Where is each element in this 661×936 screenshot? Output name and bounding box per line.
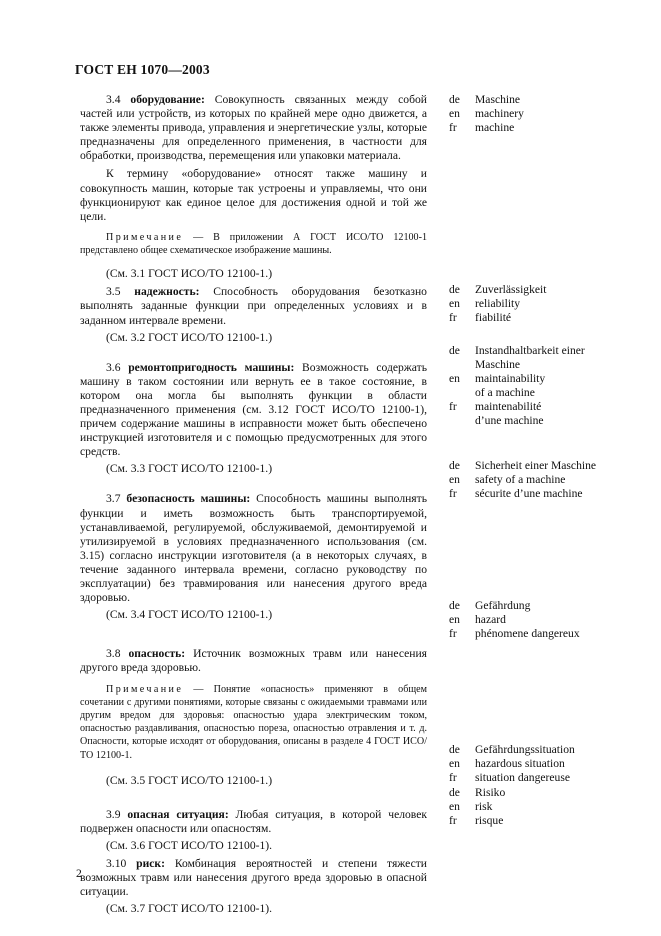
lang-code: de <box>449 283 460 296</box>
translation-en-continued: of a machine <box>475 386 535 400</box>
entry-3-8-note <box>80 683 427 762</box>
lang-code: de <box>449 743 460 756</box>
entry-number: 3.9 <box>106 807 121 821</box>
translation-fr: machine <box>475 121 515 135</box>
translation-de: Gefährdung <box>475 599 531 612</box>
entry-number: 3.7 <box>106 492 121 506</box>
translation-fr: risque <box>475 814 504 828</box>
entry-3-8-ref: (См. 3.5 ГОСТ ИСО/ТО 12100-1.) <box>106 773 273 787</box>
entry-3-10-ref: (См. 3.7 ГОСТ ИСО/ТО 12100-1). <box>106 902 273 916</box>
translation-de-continued: Maschine <box>475 358 521 372</box>
translations-3-10 <box>449 786 505 828</box>
lang-code: en <box>449 297 460 311</box>
entry-definition: Комбинация вероятностей и степени тяжести возможных травм или нанесения другого вреда здоровью в опасной ситуации. <box>80 857 427 899</box>
entry-3-6 <box>80 361 427 460</box>
note-text: — В приложении А ГОСТ ИСО/ТО 12100-1 представлено общее схематическое изображение машины. <box>80 231 427 257</box>
translation-de: Gefährdungssituation <box>475 743 575 756</box>
note-text: — Понятие «опасность» применяют в общем сочетании с другими понятиями, которые связаны с ожидаемыми травмами или другим вредом для здоровья: опасностью удара электрическим током, опасностью раздавливания, опасностью пореза, опасностью отравления и т. д. Опасности, которые исходят от оборудования, описаны в разделе 4 ГОСТ ИСО/ТО 12100-1. <box>80 683 427 761</box>
translation-fr-continued: d’une machine <box>475 414 544 428</box>
translation-de: Risiko <box>475 786 506 799</box>
entry-3-4-ref: (См. 3.1 ГОСТ ИСО/ТО 12100-1.) <box>106 267 273 281</box>
translation-fr: phénomene dangereux <box>475 627 580 641</box>
entry-3-6-ref: (См. 3.3 ГОСТ ИСО/ТО 12100-1.) <box>106 462 273 476</box>
lang-code: en <box>449 757 460 771</box>
page-number: 2 <box>76 867 82 880</box>
translation-en: maintainability <box>475 372 546 386</box>
translation-de: Maschine <box>475 93 521 106</box>
entry-term: безопасность машины: <box>126 492 251 506</box>
translation-en: safety of a machine <box>475 473 566 487</box>
lang-code: fr <box>449 814 457 828</box>
main-text-column <box>80 93 427 916</box>
translation-fr: situation dangereuse <box>475 771 570 785</box>
translations-3-6 <box>449 344 585 429</box>
entry-number: 3.8 <box>106 647 121 661</box>
entry-definition: Возможность содержать машину в таком состоянии или вернуть ее в такое состояние, в котором она могла бы выполнять функции в области предназначенного применения (см. 3.12 ГОСТ ИСО/ТО 12100-1), причем содержание машины в исправности может быть обеспечено инструкцией изготовителя и с помощью предусмотренных для этого средств. <box>80 360 427 459</box>
entry-term: оборудование: <box>130 93 205 106</box>
translations-3-5 <box>449 283 546 325</box>
translation-fr: maintenabilité <box>475 400 542 414</box>
lang-code: en <box>449 613 460 627</box>
lang-code: fr <box>449 771 457 785</box>
entry-3-5 <box>80 285 427 327</box>
translation-de: Instandhaltbarkeit einer <box>475 344 585 357</box>
entry-3-8 <box>80 647 427 675</box>
entry-definition: Любая ситуация, в которой человек подвержен опасности или опасностям. <box>80 807 427 835</box>
entry-term: надежность: <box>134 285 200 299</box>
entry-number: 3.5 <box>106 285 121 299</box>
translation-de: Sicherheit einer Maschine <box>475 459 597 472</box>
entry-number: 3.4 <box>106 93 121 106</box>
lang-code: en <box>449 473 460 487</box>
entry-definition: Совокупность связанных между собой частей или устройств, из которых по крайней мере одно движется, а также элементы привода, управления и энергетические узлы, которые предназначены для определенного применения, в частности для обработки, производства, перемещения или упаковки материала. <box>80 93 427 163</box>
note-label: Примечание <box>106 683 184 695</box>
translation-en: risk <box>475 800 493 814</box>
translations-3-8 <box>449 599 580 641</box>
lang-code: fr <box>449 627 457 641</box>
entry-number: 3.6 <box>106 360 121 374</box>
entry-number: 3.10 <box>106 857 127 871</box>
translation-fr: sécurite d’une machine <box>475 487 583 501</box>
lang-code: fr <box>449 487 457 501</box>
document-header: ГОСТ ЕН 1070—2003 <box>75 62 210 77</box>
entry-term: опасность: <box>128 647 186 661</box>
lang-code: fr <box>449 400 457 414</box>
entry-3-10 <box>80 857 427 899</box>
lang-code: de <box>449 786 460 799</box>
lang-code: en <box>449 372 460 386</box>
translation-en: machinery <box>475 107 524 121</box>
note-label: Примечание <box>106 231 184 243</box>
lang-code: en <box>449 107 460 121</box>
entry-3-9 <box>80 808 427 836</box>
translation-de: Zuverlässigkeit <box>475 283 547 296</box>
lang-code: de <box>449 599 460 612</box>
entry-definition: Способность оборудования безотказно выполнять заданные функции при определенных условиях и в заданном интервале времени. <box>80 285 427 327</box>
lang-code: de <box>449 459 460 472</box>
entry-3-9-ref: (См. 3.6 ГОСТ ИСО/ТО 12100-1). <box>106 839 273 852</box>
entry-3-4-extra: К термину «оборудование» относят также машину и совокупность машин, которые так устроены и управляемы, что они функционируют как единое целое для достижения одной и той же цели. <box>80 167 427 223</box>
lang-code: en <box>449 800 460 814</box>
translation-fr: fiabilité <box>475 311 512 325</box>
entry-definition: Источник возможных травм или нанесения другого вреда здоровью. <box>80 647 427 675</box>
entry-term: риск: <box>136 857 165 871</box>
entry-3-4 <box>80 93 427 163</box>
lang-code: fr <box>449 121 457 135</box>
entry-definition: Способность машины выполнять функции и иметь возможность быть транспортируемой, устанавливаемой, регулируемой, обслуживаемой, демонтируемой и утилизируемой в условиях предназначенного использования (см. 3.15) согласно инструкции изготовителя (а в некоторых случаях, в течение заданного интервала времени, согласно руководству по эксплуатации) без травмирования или нанесения другого вреда здоровью. <box>80 492 427 605</box>
translations-3-4 <box>449 93 524 135</box>
entry-3-4-note <box>80 231 427 257</box>
translation-en: hazardous situation <box>475 757 565 771</box>
entry-term: опасная ситуация: <box>127 807 229 821</box>
translation-en: reliability <box>475 297 521 311</box>
translation-en: hazard <box>475 613 506 627</box>
lang-code: fr <box>449 311 457 325</box>
translations-3-9 <box>449 743 575 785</box>
lang-code: de <box>449 344 460 357</box>
entry-3-7 <box>80 492 427 605</box>
entry-term: ремонтопригодность машины: <box>128 360 295 374</box>
entry-3-7-ref: (См. 3.4 ГОСТ ИСО/ТО 12100-1.) <box>106 608 273 622</box>
translations-3-7 <box>449 459 596 501</box>
lang-code: de <box>449 93 460 106</box>
entry-3-5-ref: (См. 3.2 ГОСТ ИСО/ТО 12100-1.) <box>106 330 273 344</box>
